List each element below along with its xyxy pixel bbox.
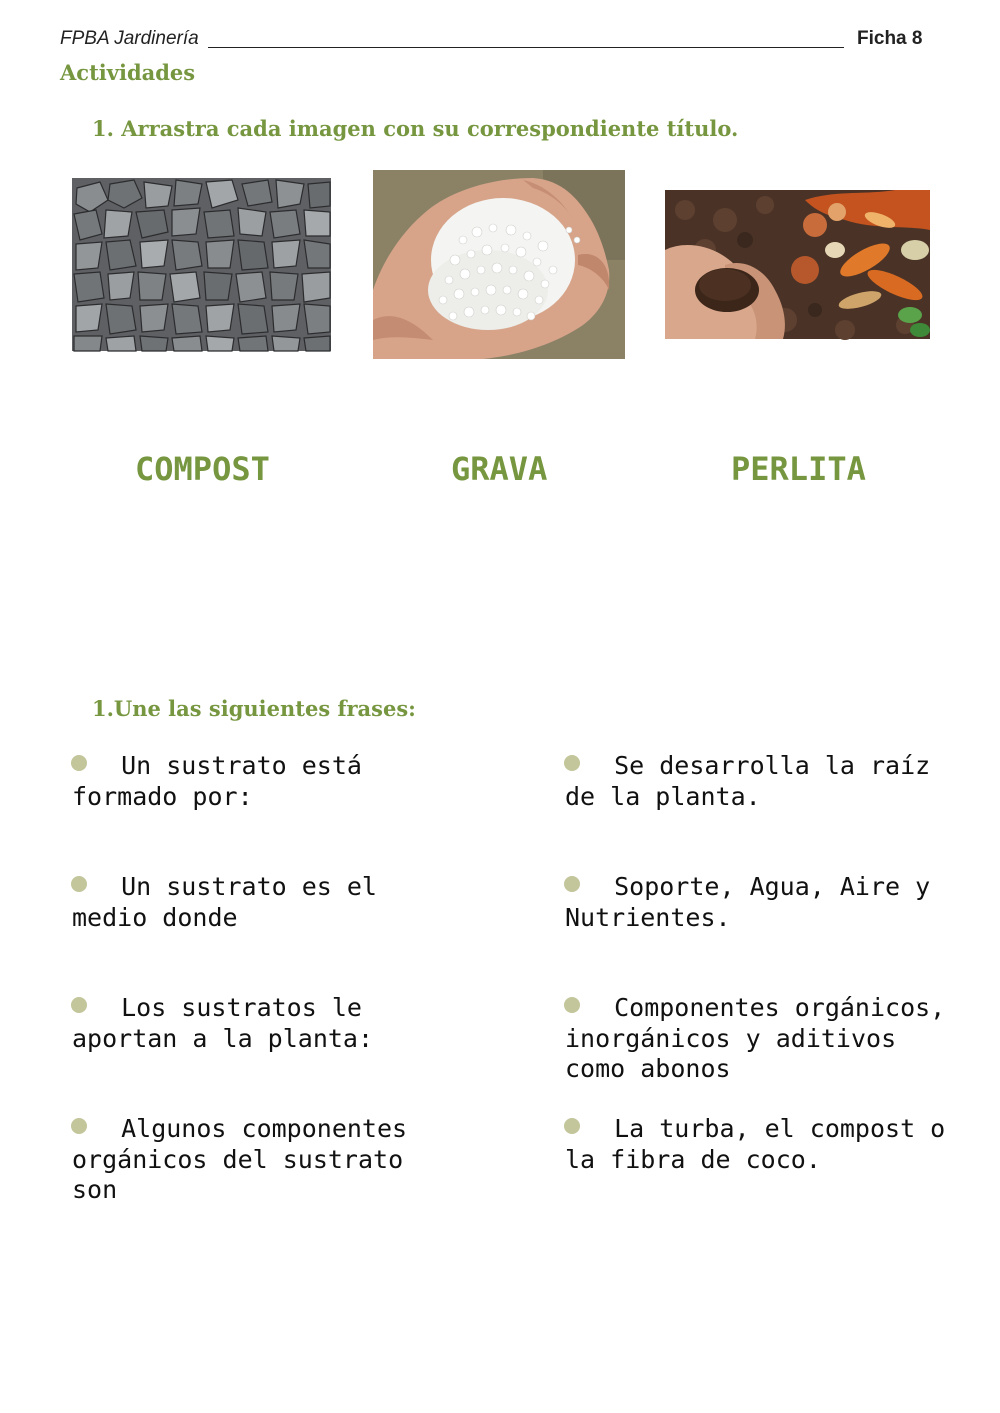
match-right-3[interactable] xyxy=(565,993,961,1085)
header-sheet-number: Ficha 8 xyxy=(857,28,923,49)
match-right-1[interactable] xyxy=(565,751,950,812)
drag-label-perlita[interactable]: PERLITA xyxy=(731,450,866,488)
match-right-3-text: Componentes orgánicos, inorgánicos y aditivos como abonos xyxy=(565,993,961,1083)
perlite-image[interactable] xyxy=(373,170,625,359)
match-right-2[interactable] xyxy=(565,872,950,933)
match-left-3[interactable] xyxy=(72,993,457,1054)
match-right-4-text: La turba, el compost o la fibra de coco. xyxy=(565,1114,961,1174)
bullet-dot xyxy=(564,997,580,1013)
match-left-2[interactable] xyxy=(72,872,457,933)
match-left-1-text: Un sustrato está formado por: xyxy=(72,751,377,811)
header-course: FPBA Jardinería xyxy=(60,28,199,49)
match-left-4-text: Algunos componentes orgánicos del sustrato son xyxy=(72,1114,423,1204)
question-2-title: 1.Une las siguientes frases: xyxy=(92,696,416,721)
drag-label-compost[interactable]: COMPOST xyxy=(135,450,270,488)
match-left-4[interactable] xyxy=(72,1114,432,1206)
bullet-dot xyxy=(564,755,580,771)
header-underline xyxy=(208,47,844,48)
bullet-dot xyxy=(564,1118,580,1134)
bullet-dot xyxy=(71,997,87,1013)
match-right-2-text: Soporte, Agua, Aire y Nutrientes. xyxy=(565,872,946,932)
section-title: Actividades xyxy=(60,60,196,85)
bullet-dot xyxy=(71,1118,87,1134)
bullet-dot xyxy=(71,876,87,892)
gravel-image[interactable] xyxy=(72,178,331,351)
match-right-1-text: Se desarrolla la raíz de la planta. xyxy=(565,751,946,811)
bullet-dot xyxy=(71,755,87,771)
question-1-title: 1. Arrastra cada imagen con su correspondiente título. xyxy=(92,116,739,141)
compost-image[interactable] xyxy=(665,190,930,339)
match-left-3-text: Los sustratos le aportan a la planta: xyxy=(72,993,377,1053)
match-left-2-text: Un sustrato es el medio donde xyxy=(72,872,393,932)
drag-label-grava[interactable]: GRAVA xyxy=(451,450,548,488)
bullet-dot xyxy=(564,876,580,892)
match-right-4[interactable] xyxy=(565,1114,961,1175)
match-left-1[interactable] xyxy=(72,751,457,812)
